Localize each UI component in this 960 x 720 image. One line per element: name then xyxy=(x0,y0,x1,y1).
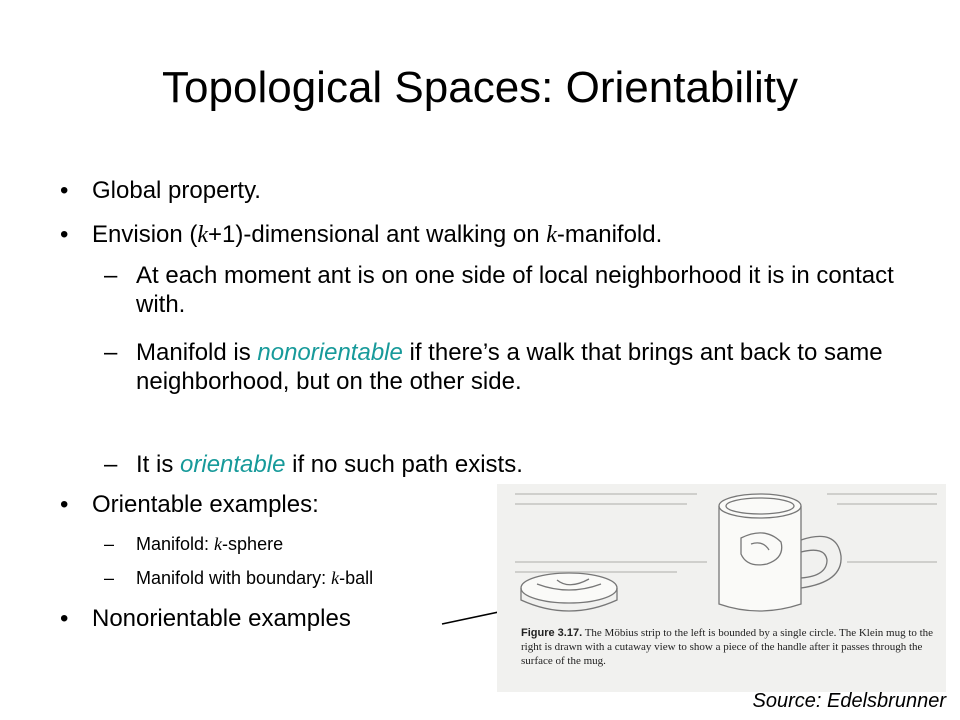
text-pre: Manifold with boundary: xyxy=(136,568,332,588)
bullet-dot: • xyxy=(60,177,69,204)
klein-mug-icon xyxy=(719,494,841,611)
bullet-global-property xyxy=(60,176,932,206)
dash-marker: – xyxy=(104,262,118,289)
bullet-text-mid: +1)-dimensional ant walking on xyxy=(208,221,547,248)
source-credit: Source: Edelsbrunner xyxy=(752,690,946,712)
bullet-dot: • xyxy=(60,491,69,518)
example-sphere xyxy=(104,532,504,556)
variable-k: k xyxy=(214,534,223,554)
example-ball xyxy=(104,566,504,590)
subbullet-text: At each moment ant is on one side of local neighborhood it is in contact with. xyxy=(136,262,894,318)
text-post: -ball xyxy=(339,568,374,588)
text-pre: Manifold is xyxy=(136,339,258,366)
bullet-envision-ant xyxy=(60,220,932,250)
bullet-dot: • xyxy=(60,605,69,632)
term-nonorientable: nonorientable xyxy=(257,339,403,366)
example-text xyxy=(104,532,504,556)
figure-caption xyxy=(521,626,941,668)
variable-k: k xyxy=(331,568,340,588)
figure-label: Figure 3.17. xyxy=(521,627,583,639)
mobius-strip-icon xyxy=(521,573,617,611)
dash-marker: – xyxy=(104,339,118,366)
example-text xyxy=(104,566,504,590)
text-post: if there’s a walk that brings ant back to same neighborhood, but on the other side. xyxy=(136,339,883,395)
text-post: -sphere xyxy=(222,534,284,554)
subbullet-orientable xyxy=(104,450,894,479)
text-pre: Manifold: xyxy=(136,534,215,554)
figure-mobius-klein xyxy=(497,484,946,692)
variable-k: k xyxy=(546,222,557,248)
subbullet-each-moment xyxy=(104,261,894,319)
bullet-text: Orientable examples: xyxy=(92,491,319,518)
subbullet-nonorientable xyxy=(104,338,894,396)
bullet-text-pre: Envision ( xyxy=(92,221,198,248)
figure-illustration xyxy=(497,484,946,624)
dash-marker: – xyxy=(104,451,118,478)
subbullet-text xyxy=(104,450,894,479)
bullet-text: Global property. xyxy=(92,177,261,204)
dash-marker: – xyxy=(104,534,115,554)
text-pre: It is xyxy=(136,451,181,478)
bullet-text-post: -manifold. xyxy=(556,221,663,248)
slide-title: Topological Spaces: Orientability xyxy=(162,63,798,112)
subbullet-text xyxy=(104,338,894,396)
variable-k: k xyxy=(197,222,209,248)
dash-marker: – xyxy=(104,568,115,588)
bullet-dot: • xyxy=(60,221,69,248)
term-orientable: orientable xyxy=(180,451,286,478)
bullet-text: Nonorientable examples xyxy=(92,605,351,632)
text-post: if no such path exists. xyxy=(285,451,523,478)
figure-caption-text: The Möbius strip to the left is bounded by a single circle. The Klein mug to the right is drawn with a cutaway view to show a piece of the handle after it passes through the surface of the mug. xyxy=(521,627,934,667)
